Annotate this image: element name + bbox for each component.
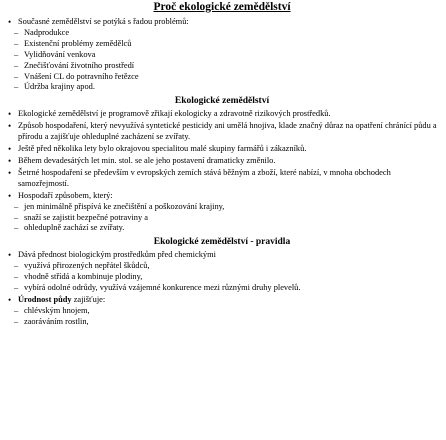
document-page <box>0 1 446 440</box>
list-item: • Dává přednost biologickým prostředkům před chemickými <box>6 250 438 261</box>
list-item: • Hospodaří způsobem, který: <box>6 191 438 202</box>
list-item <box>6 295 438 306</box>
list-item: – ohleduplně zachází se zvířaty. <box>6 223 438 234</box>
rules-list <box>6 250 438 327</box>
list-item: – Existenční problémy zemědělců <box>6 39 438 50</box>
section-heading: Ekologické zemědělství - pravidla <box>153 237 291 248</box>
list-item: • Způsob hospodaření, který nevyužívá syntetické pesticidy ani umělá hnojiva, klade značný důraz na opatření chránící půdu a přírodu a zajišťuje ohleduplné zacházení se zvířaty. <box>6 121 438 143</box>
list-item: – snaží se zajistit bezpečné potraviny a <box>6 213 438 224</box>
list-item: • Současné zemědělství se potýká s řadou problémů: <box>6 17 438 28</box>
bold-term: Úrodnost půdy <box>18 294 72 304</box>
list-item: • Šetrné hospodaření se především v evropských zemích stává běžným a zboží, které nabízí, v mnoha obchodech samozřejmostí. <box>6 168 438 190</box>
list-item: • Ještě před několika lety bylo okrajovou specialitou malé skupiny farmářů i zákazníků. <box>6 144 438 155</box>
list-item: – Vylidňování venkova <box>6 50 438 61</box>
problems-list <box>6 17 438 93</box>
list-item: – vhodně střídá a kombinuje plodiny, <box>6 272 438 283</box>
list-item: – Znečišťování životního prostředí <box>6 61 438 72</box>
list-item: – využívá přirozených nepřátel škůdců, <box>6 261 438 272</box>
page-title: Proč ekologické zemědělství <box>153 1 291 13</box>
eco-list <box>6 109 438 234</box>
item-text: zajišťuje: <box>71 294 106 304</box>
list-item: – zaoráváním rostlin, <box>6 317 438 328</box>
list-item: – chlévským hnojem, <box>6 306 438 317</box>
list-item: • Ekologické zemědělství je programově zřikají ekologicky a zdravotně rizikových prostředků. <box>6 109 438 120</box>
list-item: – Vnášení CL do potravního řetězce <box>6 72 438 83</box>
list-item: – jen minimálně přispívá ke znečištění a poškozování krajiny, <box>6 202 438 213</box>
list-item: • Během devadesátých let min. stol. se ale jeho postavení dramaticky změnilo. <box>6 156 438 167</box>
list-item: – vybírá odolné odrůdy, využívá vzájemné konkurence mezi různými druhy plevelů. <box>6 283 438 294</box>
list-item: – Nadprodukce <box>6 28 438 39</box>
section-heading: Ekologické zemědělství <box>174 96 270 107</box>
list-item: – Údržba krajiny apod. <box>6 82 438 93</box>
